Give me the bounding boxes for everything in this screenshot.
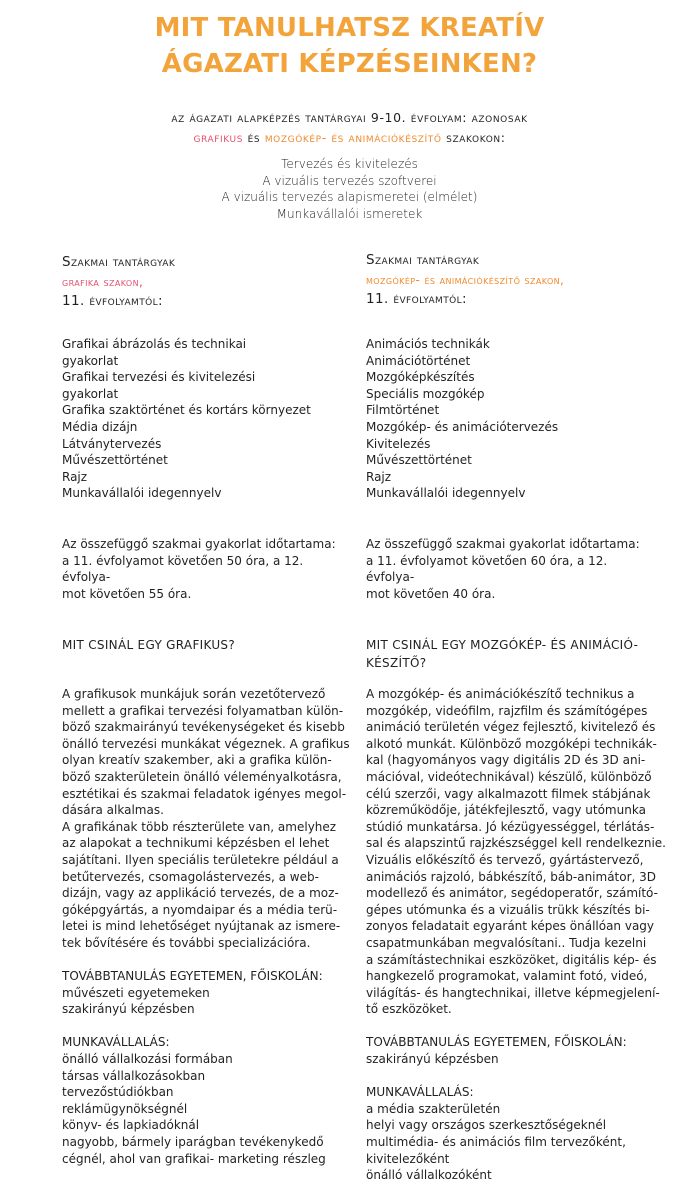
- description-line: a számítástechnikai eszközöket, digitális kép- és: [366, 952, 657, 967]
- description-line: A grafikusok munkájuk során vezetőtervező: [62, 687, 326, 701]
- list-item: Rajz: [366, 469, 392, 484]
- description-line: animációs rajzoló, bábkészítő, báb-animátor, 3D: [366, 869, 657, 884]
- employment-item: önálló vállalkozóként: [366, 1168, 492, 1183]
- graphic-practice: [62, 536, 352, 602]
- employment-title: MUNKAVÁLLALÁS:: [62, 1035, 170, 1050]
- description-line: célú szerzői, vagy alkalmazott filmek stábjának: [366, 786, 651, 801]
- animation-heading: Szakmai tantárgyak: [366, 252, 480, 268]
- description-line: mozgókép, videófilm, rajzfilm és számítógépes: [366, 703, 648, 718]
- graphic-grade: 11. évfolyamtól:: [62, 293, 163, 309]
- page-title-line-2: ÁGAZATI KÉPZÉSEINKEN?: [161, 49, 538, 79]
- specialty-graphic: grafikus: [193, 130, 244, 145]
- description-line: sal és alapszintű rajzkészséggel kell rendelkeznie.: [366, 836, 666, 851]
- description-line: önálló tervezési munkákat végeznek. A grafikus: [62, 736, 350, 751]
- description-line: modellező és animátor, segédoperatőr, számító-: [366, 886, 658, 901]
- intro: [0, 108, 699, 148]
- animation-tag: mozgókép- és animációkészítő szakon,: [366, 273, 565, 287]
- practice-line: mot követően 40 óra.: [366, 586, 496, 601]
- description-line: góképgyártás, a nyomdaipar és a média terü-: [62, 902, 338, 917]
- description-line: világítás- és hangtechnikai, illetve képmegjelení-: [366, 985, 660, 1000]
- employment-item: multimédia- és animációs film tervezőként,: [366, 1135, 626, 1150]
- animation-question-line-2: KÉSZÍTŐ?: [366, 656, 427, 670]
- list-item: Rajz: [62, 469, 88, 484]
- common-subject: A vizuális tervezés alapismeretei (elmélet): [221, 190, 478, 204]
- employment-item: önálló vállalkozási formában: [62, 1052, 233, 1067]
- animation-question-line-1: MIT CSINÁL EGY MOZGÓKÉP- ÉS ANIMÁCIÓ-: [366, 638, 639, 652]
- employment-item: helyi vagy országos szerkesztőségeknél: [366, 1118, 607, 1133]
- description-line: gépes utómunka és a vizuális trükk készítés bi-: [366, 902, 650, 917]
- list-item: Speciális mozgókép: [366, 386, 485, 401]
- intro-line-1: az ágazati alapképzés tantárgyai 9-10. évfolyam: azonosak: [171, 110, 528, 125]
- intro-and: és: [243, 130, 265, 145]
- graphic-question: MIT CSINÁL EGY GRAFIKUS?: [62, 638, 236, 652]
- employment-item: reklámügynökségnél: [62, 1101, 188, 1116]
- list-item: Grafikai ábrázolás és technikai: [62, 337, 247, 351]
- further-study-item: szakirányú képzésben: [366, 1052, 499, 1067]
- list-item: Grafika szaktörténet és kortárs környezet: [62, 403, 311, 418]
- graphic-description: [62, 686, 352, 1167]
- animation-subjects-header: [366, 252, 666, 308]
- employment-item: kivitelezőként: [366, 1151, 450, 1166]
- common-subject: A vizuális tervezés szoftverei: [262, 173, 437, 188]
- description-line: mellett a grafikai tervezési folyamatban külön-: [62, 703, 344, 718]
- page-title-line-1: MIT TANULHATSZ KREATÍV: [154, 13, 545, 43]
- practice-line: mot követően 55 óra.: [62, 586, 192, 601]
- list-item: gyakorlat: [62, 353, 119, 368]
- employment-item: cégnél, ahol van grafikai- marketing részleg: [62, 1151, 326, 1166]
- further-study-title: TOVÁBBTANULÁS EGYETEMEN, FŐISKOLÁN:: [366, 1035, 627, 1050]
- page-title: [0, 10, 699, 82]
- list-item: Kivitelezés: [366, 436, 431, 451]
- employment-item: könyv- és lapkiadóknál: [62, 1118, 200, 1133]
- description-line: olyan kreatív szakember, aki a grafika külön-: [62, 753, 332, 768]
- description-line: dizájn, vagy az applikáció tervezés, de a moz-: [62, 886, 339, 901]
- animation-question: [366, 636, 666, 672]
- intro-line-2: [0, 128, 699, 148]
- list-item: Mozgókép- és animációtervezés: [366, 419, 559, 434]
- animation-practice: [366, 536, 656, 602]
- description-line: letei is mind lehetőséget nyújtanak az ismere-: [62, 919, 341, 934]
- employment-item: nagyobb, bármely iparágban tevékenykedő: [62, 1135, 324, 1150]
- description-line: az alapokat a technikumi képzésben el lehet: [62, 836, 330, 851]
- description-line: dására alkalmas.: [62, 803, 164, 818]
- description-line: közreműködője, játékfejlesztő, vagy utómunka: [366, 803, 646, 818]
- list-item: Munkavállalói idegennyelv: [62, 486, 222, 501]
- graphic-subject-list: [62, 336, 352, 502]
- description-line: csapatmunkában megvalósítani.. Tudja kezelni: [366, 935, 647, 950]
- description-line: betűtervezés, csomagolástervezés, a web-: [62, 869, 319, 884]
- animation-grade: 11. évfolyamtól:: [366, 291, 467, 307]
- description-line: stúdió munkatársa. Jó kézügyességgel, térlátás-: [366, 819, 655, 834]
- employment-title: MUNKAVÁLLALÁS:: [366, 1085, 474, 1100]
- specialty-animation: mozgókép- és animációkészítő: [264, 130, 442, 145]
- common-subject: Tervezés és kivitelezés: [281, 157, 418, 171]
- description-line: böző szakmairányú tevékenységeket és kisebb: [62, 720, 345, 735]
- description-line: tő eszközöket.: [366, 1002, 452, 1017]
- description-line: zonyos feladatait egyaránt képes önállóan vagy: [366, 919, 655, 934]
- graphic-subjects-header: [62, 254, 352, 310]
- list-item: Látványtervezés: [62, 436, 162, 451]
- practice-line: a 11. évfolyamot követően 60 óra, a 12. évfolya-: [366, 553, 608, 585]
- animation-description: [366, 686, 666, 1184]
- description-line: A grafikának több részterülete van, amelyhez: [62, 819, 337, 834]
- list-item: Mozgóképkészítés: [366, 370, 475, 385]
- further-study-item: művészeti egyetemeken: [62, 985, 210, 1000]
- description-line: mációval, videótechnikával) készülő, különböző: [366, 769, 652, 784]
- practice-line: a 11. évfolyamot követően 50 óra, a 12. évfolya-: [62, 553, 304, 585]
- practice-line: Az összefüggő szakmai gyakorlat időtartama:: [366, 537, 640, 551]
- list-item: Munkavállalói idegennyelv: [366, 486, 526, 501]
- description-line: sajátítani. Ilyen speciális területekre például a: [62, 852, 339, 867]
- list-item: Művészettörténet: [62, 453, 168, 468]
- graphic-tag: grafika szakon,: [62, 275, 144, 289]
- description-line: alkotó munkát. Különböző mozgóképi technikák-: [366, 736, 657, 751]
- description-line: Vizuális előkészítő és tervező, gyártástervező,: [366, 852, 644, 867]
- employment-item: tervezőstúdiókban: [62, 1085, 174, 1100]
- list-item: gyakorlat: [62, 386, 119, 401]
- common-subjects: [0, 156, 699, 222]
- list-item: Média dizájn: [62, 419, 138, 434]
- further-study-title: TOVÁBBTANULÁS EGYETEMEN, FŐISKOLÁN:: [62, 969, 323, 984]
- graphic-heading: Szakmai tantárgyak: [62, 254, 176, 270]
- description-line: kal (hagyományos vagy digitális 2D és 3D ani-: [366, 753, 646, 768]
- further-study-item: szakirányú képzésben: [62, 1002, 195, 1017]
- description-line: tek bővítésére és további specializációra.: [62, 935, 311, 950]
- practice-line: Az összefüggő szakmai gyakorlat időtartama:: [62, 537, 336, 551]
- description-line: böző szakterületein önálló véleményalkotásra,: [62, 769, 342, 784]
- list-item: Filmtörténet: [366, 403, 440, 418]
- animation-subject-list: [366, 336, 656, 502]
- description-line: animáció területén végez fejlesztő, kivitelező és: [366, 720, 656, 735]
- employment-item: a média szakterületén: [366, 1101, 501, 1116]
- description-line: A mozgókép- és animációkészítő technikus a: [366, 687, 635, 701]
- employment-item: társas vállalkozásokban: [62, 1068, 206, 1083]
- list-item: Művészettörténet: [366, 453, 472, 468]
- description-line: hangkezelő programokat, valamint fotó, videó,: [366, 969, 648, 984]
- list-item: Animációtörténet: [366, 353, 471, 368]
- list-item: Animációs technikák: [366, 337, 490, 351]
- intro-tail: szakokon:: [441, 130, 506, 145]
- description-line: esztétikai és szakmai feladatok igényes megol-: [62, 786, 347, 801]
- common-subject: Munkavállalói ismeretek: [276, 206, 423, 221]
- list-item: Grafikai tervezési és kivitelezési: [62, 370, 256, 385]
